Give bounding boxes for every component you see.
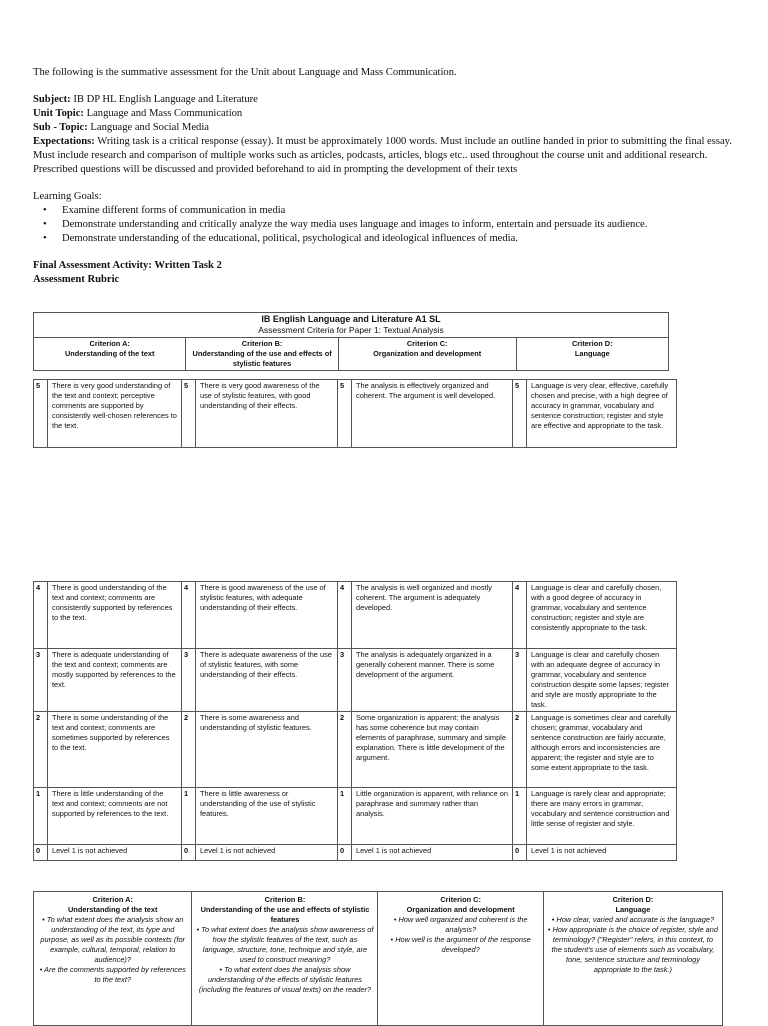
criterion-d-descriptor: Language is rarely clear and appropriate; there are many errors in grammar, vocabulary and sentence construction and little sense of register and style. [527,788,677,845]
criterion-b-descriptor: Level 1 is not achieved [196,845,338,861]
guide-criterion-b: Criterion B: Understanding of the use and effects of stylistic features • To what extent does the analysis show awareness of how the stylistic features of the text, such as language, structure, tone, technique and style, are used to construct meaning? • To what extent does the analysis show understanding of the effects of stylistic features (including the features of visual texts) on the reader? [192,892,378,1026]
criterion-a-descriptor: There is good understanding of the text and context; comments are consistently supported by references to the text. [48,582,182,649]
criterion-c-header: Criterion C: Organization and development [338,338,516,371]
rubric-heading: Assessment Rubric [33,274,120,285]
criterion-d-descriptor: Language is very clear, effective, carefully chosen and precise, with a high degree of accuracy in grammar, vocabulary and sentence construction; register and style are effective and appropriate to the task. [527,380,677,448]
level-score: 1 [182,788,196,845]
criterion-c-descriptor: The analysis is effectively organized and coherent. The argument is well developed. [352,380,513,448]
level-score: 0 [513,845,527,861]
criterion-d-header: Criterion D: Language [516,338,668,371]
rubric-header-table [33,312,669,371]
level-score: 3 [513,649,527,712]
level-score: 4 [513,582,527,649]
level-score: 5 [34,380,48,448]
assessment-intro [33,66,738,287]
level-score: 5 [182,380,196,448]
rubric-level-5-table [33,379,677,448]
level-score: 2 [338,712,352,788]
level-score: 2 [34,712,48,788]
criterion-d-descriptor: Language is clear and carefully chosen with an adequate degree of accuracy in grammar, vocabulary and sentence construction despite some lapses; register and style are mostly appropriate to the task. [527,649,677,712]
criterion-b-descriptor: There is little awareness or understanding of the use of stylistic features. [196,788,338,845]
sub-topic-line: Sub - Topic: Language and Social Media [33,122,209,133]
level-score: 0 [338,845,352,861]
level-score: 4 [34,582,48,649]
table-row [34,649,677,712]
table-row [34,845,677,861]
level-score: 0 [34,845,48,861]
criterion-b-descriptor: There is some awareness and understanding of stylistic features. [196,712,338,788]
criterion-a-header: Criterion A: Understanding of the text [34,338,186,371]
level-score: 1 [513,788,527,845]
criterion-b-descriptor: There is very good awareness of the use of stylistic features, with good understanding of their effects. [196,380,338,448]
criterion-c-descriptor: Level 1 is not achieved [352,845,513,861]
level-score: 5 [513,380,527,448]
level-score: 0 [182,845,196,861]
learning-goals-list [33,204,738,246]
level-score: 3 [338,649,352,712]
criterion-d-descriptor: Language is clear and carefully chosen, with a good degree of accuracy in grammar, vocabulary and sentence construction; register and style are consistently appropriate to the task. [527,582,677,649]
criterion-a-descriptor: There is little understanding of the text and context; comments are not supported by references to the text. [48,788,182,845]
rubric-title: IB English Language and Literature A1 SL [261,314,441,324]
guide-criterion-c: Criterion C: Organization and development • How well organized and coherent is the analysis? • How well is the argument of the response developed? [378,892,543,1026]
level-score: 1 [338,788,352,845]
criterion-a-descriptor: There is some understanding of the text and context; comments are sometimes supported by references to the text. [48,712,182,788]
subject-line: Subject: IB DP HL English Language and Literature [33,94,258,105]
level-score: 1 [34,788,48,845]
learning-goals-heading: Learning Goals: [33,191,102,202]
guide-criterion-d: Criterion D: Language • How clear, varied and accurate is the language? • How appropriate is the choice of register, style and terminology? ("Register" refers, in this context, to the student's use of elements such as vocabulary, tone, sentence structure and terminology appropriate to the task.) [543,892,722,1026]
rubric-levels-table [33,581,677,861]
criterion-c-descriptor: The analysis is well organized and mostly coherent. The argument is adequately developed. [352,582,513,649]
final-activity-title: Final Assessment Activity: Written Task 2 [33,260,222,271]
criterion-d-descriptor: Level 1 is not achieved [527,845,677,861]
level-score: 3 [182,649,196,712]
expectations-paragraph: Expectations: Writing task is a critical response (essay). It must be approximately 1000 words. Must include an outline handed in prior to submitting the final essay. Must include research and comparison of multiple works such as articles, podcasts, articles, blogs etc.. used throughout the course unit and additional research. Prescribed questions will be discussed and provided beforehand to aid in prompting the development of their texts [33,136,732,175]
criterion-c-descriptor: The analysis is adequately organized in a generally coherent manner. There is some development of the argument. [352,649,513,712]
learning-goal-item: • Examine different forms of communication in media [62,204,738,218]
table-row [34,380,677,448]
level-score: 2 [513,712,527,788]
criterion-d-descriptor: Language is sometimes clear and carefully chosen; grammar, vocabulary and sentence construction are fairly accurate, although errors and inconsistencies are apparent; the register and style are to some extent appropriate to the task. [527,712,677,788]
criterion-a-descriptor: There is adequate understanding of the text and context; comments are mostly supported by references to the text. [48,649,182,712]
rubric-title-cell [34,313,669,338]
learning-goal-item: • Demonstrate understanding and critically analyze the way media uses language and images to inform, entertain and persuade its audience. [62,218,738,232]
learning-goal-item: • Demonstrate understanding of the educational, political, psychological and ideological influences of media. [62,232,738,246]
criterion-b-header: Criterion B: Understanding of the use and effects of stylistic features [186,338,338,371]
criterion-c-descriptor: Little organization is apparent, with reliance on paraphrase and summary rather than analysis. [352,788,513,845]
criterion-b-descriptor: There is adequate awareness of the use of stylistic features, with some understanding of their effects. [196,649,338,712]
criterion-a-descriptor: There is very good understanding of the text and context; perceptive comments are supported by consistently well-chosen references to the text. [48,380,182,448]
rubric-subtitle: Assessment Criteria for Paper 1: Textual Analysis [258,325,444,335]
criterion-a-descriptor: Level 1 is not achieved [48,845,182,861]
criterion-b-descriptor: There is good awareness of the use of stylistic features, with adequate understanding of their effects. [196,582,338,649]
level-score: 4 [182,582,196,649]
criterion-c-descriptor: Some organization is apparent; the analysis has some coherence but may contain elements of paraphrase, summary and simple explanation. There is little development of the argument. [352,712,513,788]
table-row [34,712,677,788]
guiding-questions-table [33,891,723,1026]
level-score: 4 [338,582,352,649]
level-score: 5 [338,380,352,448]
table-row [34,788,677,845]
level-score: 3 [34,649,48,712]
unit-topic-line: Unit Topic: Language and Mass Communication [33,108,243,119]
guide-criterion-a: Criterion A: Understanding of the text • To what extent does the analysis show an understanding of the text, its type and purpose, as well as its possible contexts (for example, cultural, temporal, relation to audience)? • Are the comments supported by references to the text? [34,892,192,1026]
intro-sentence: The following is the summative assessment for the Unit about Language and Mass Communication. [33,67,457,78]
table-row [34,582,677,649]
level-score: 2 [182,712,196,788]
